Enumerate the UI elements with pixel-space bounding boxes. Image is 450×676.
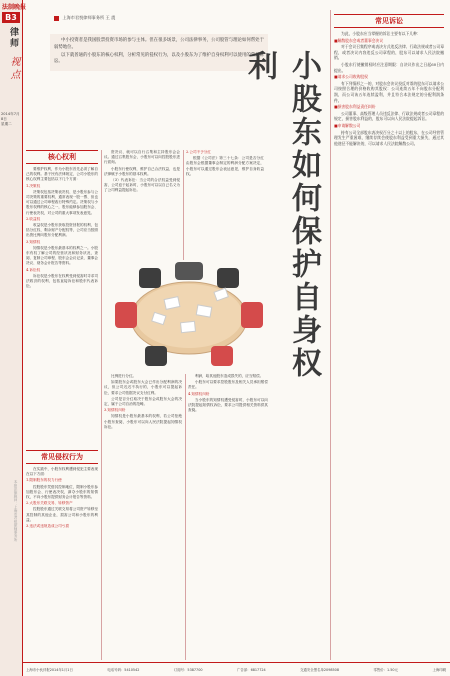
- newspaper-logo: 法制晚报: [2, 4, 27, 11]
- subheading: 1.限制股东的权力行使: [26, 478, 62, 483]
- round-table-illustration: [105, 262, 273, 370]
- paragraph: 决策权包括决策表决权、是小股东参与公司决策的重要权利，通常表现一股一票、但也可以通过公司章程改行特殊约定。决策权与小股东权利的核心之一，股东能够参加股东会、行使表决权，对公司的重大事项发表意见。: [26, 189, 98, 215]
- footer-item: 订阅号：5387700: [173, 668, 203, 672]
- section-body: [26, 167, 98, 289]
- paragraph: 小股东行使权利，维护自己合法权益，也是法律赋予小股东的基本权利。: [104, 166, 180, 176]
- issue-weekday: 星期二: [1, 122, 12, 126]
- subheading: 3.违法或违规造成公司亏损: [26, 524, 69, 529]
- sub-column: 视点: [8, 56, 19, 82]
- section-title: 常见侵权行为: [26, 450, 98, 464]
- subheading: 3.知情权: [26, 239, 41, 244]
- intro-paragraph: 中小投资者是我国股票投资市场的参与主体。但在很多场景，公司法律事务，公司股管与理论如何帮处于弱势地位。: [54, 38, 264, 50]
- headline: 小股东如何保护自身权利: [242, 50, 321, 380]
- section-infringement: [26, 450, 98, 530]
- middle-column-2: [186, 150, 264, 178]
- intro-paragraph: 以下就普通的小股东的核心权利，分析常见的侵权行为，以及小股东为了维护自身权利可以使用的常见诉讼。: [54, 52, 264, 65]
- section-body: [334, 31, 444, 146]
- lower-column-1: [104, 374, 182, 431]
- paragraph: 对于会议召集程序或表决方式违反法律、行政法规或者公司章程，或者决议内容违反公司章程的，股东可以请求人民法院撤销。: [334, 44, 444, 61]
- middle-column-1: [104, 150, 180, 195]
- illustration: [105, 262, 273, 370]
- section-core-rights: [26, 150, 98, 290]
- paragraph: 控股股东凭借其控制地位，限制小股东参加股东会、行使表决权，剥夺小股东的知情权，不向小股东提供财务会计报告等资料。: [26, 484, 98, 500]
- paragraph: 知情权是小股东最基本的权利之一。小股东有权了解公司的经营状况和财务状况，查阅、复制公司章程、股东会会议记录、董事会决议、财务会计报告等资料。: [26, 245, 98, 266]
- side-note: 本报法律顾问：上海市君悦律师事务所: [14, 480, 18, 542]
- subheading: ■请求公司收购股权: [334, 74, 368, 80]
- footer-item: 上海市小伙伴报2014年1月1日: [26, 668, 73, 672]
- column-name: 律师: [8, 27, 18, 49]
- subheading: ■解散股东会或者董事会决议: [334, 37, 384, 43]
- paragraph: 小股东可以要求控股股东及相关人员承担赔偿责任。: [188, 380, 268, 390]
- byline: [54, 15, 254, 21]
- footer-item: 电话号码：5410542: [107, 668, 140, 672]
- paragraph: 在实践中，小股东权利遭到侵犯主要表现在以下方面：: [26, 467, 98, 477]
- section-litigation: [334, 14, 444, 147]
- paragraph: 诉讼权是小股东在权利受到侵害时寻求司法救济的权利，包括直接诉讼和股东代表诉讼。: [26, 273, 98, 289]
- intro: [50, 34, 268, 71]
- subheading: 4.知情权纠纷: [188, 391, 210, 396]
- subheading: 4.诉讼权: [26, 267, 41, 272]
- page-number: B3: [2, 12, 20, 23]
- subheading: ■损害股东利益责任纠纷: [334, 104, 376, 110]
- paragraph: 公司是否分红取决于股东会或股东大会的决定，属于公司自治的范畴。: [104, 396, 182, 407]
- paragraph: 公司董事、高级管理人员违反法律、行政法规或者公司章程的规定，损害股东利益的，股东可以向人民法院提起诉讼。: [334, 110, 444, 122]
- section-title: 常见诉讼: [334, 14, 444, 28]
- paragraph: 收益权是小股东获取投资回报的权利，包括分红权、剩余财产分配权等，公司应当按照出资比例向股东分配利润。: [26, 223, 98, 238]
- issue-date: 2014年7月8日: [1, 112, 20, 121]
- byline-text: 上海市君悦律师事务所 王 震: [62, 15, 116, 20]
- footer-item: 广告部：6817724: [237, 668, 266, 672]
- lower-column-2: [188, 374, 268, 414]
- subheading: ■申请解散公司: [334, 122, 361, 128]
- subheading: 3.知情权纠纷: [104, 408, 126, 413]
- footer-item: 上海印刷: [432, 668, 446, 672]
- subheading: 1.决策权: [26, 183, 41, 188]
- paragraph: 知情权是小股东最基本的权利，若公司拒绝小股东查阅，小股东可以向人民法院提起知情权诉讼。: [104, 414, 182, 429]
- paragraph: 当小股东的知情权遭受侵害时，小股东可以向法院提起知情权诉讼，要求公司提供相关资料供其查阅。: [188, 397, 268, 413]
- section-title: 核心权利: [26, 150, 98, 164]
- section-body: [26, 467, 98, 529]
- paragraph: 控股股东通过关联交易将公司资产转移至其控制的其他企业，损害公司和小股东的利益。: [26, 507, 98, 522]
- footer-item: 交通安全黑名单2098508: [300, 668, 339, 672]
- subheading: 2.大股东关联交易、转移资产: [26, 501, 73, 506]
- paragraph: 持有公司全部股东表决权百分之十以上的股东，在公司经营管理发生严重困难，继续存续会使股东利益受到重大损失，通过其他途径不能解决的，可以请求人民法院解散公司。: [334, 129, 444, 146]
- paragraph: 要维护权利，作为小股东首先必须了解自己的权利。基于民有法律规定，公司小股东的核心权利主要包括以下几个方面：: [26, 167, 98, 182]
- paragraph: 根据《公司法》第三十七条：公司是否分红由股东会根据董事会制定的利润分配方案决定，小股东可以通过股东会表达意见，维护自身收益权。: [186, 156, 264, 176]
- subheading: 2.公司不予分红: [186, 150, 211, 154]
- pen-icon: [54, 16, 59, 21]
- left-strip: [0, 0, 23, 676]
- paragraph: （3）代表诉讼：当公司的合法权益受到侵害，公司怠于起诉时，小股东可以以自己名义为了公司利益提起诉讼。: [104, 178, 180, 193]
- footer-item: 零售价：1.50元: [373, 668, 398, 672]
- subheading: 2.收益权: [26, 216, 41, 221]
- paragraph: 资决议、就可以自行召集和主持股东会会议。通过召集股东会，小股东可以向控股股东进行质询。: [104, 150, 180, 165]
- paragraph: 为此，小股东应当掌握的诉讼主要有以下几种：: [341, 31, 421, 36]
- footer: [22, 662, 450, 676]
- paragraph: 小股东行使撤销权时应注意期限：自决议作出之日起60日内提出。: [334, 61, 444, 73]
- paragraph: 有下列情形之一的，对股东会决议投反对票的股东可以请求公司按照合理的价格收购其股权：公司连续五年不向股东分配利润，而公司该五年连续盈利，并且符合本法规定的分配利润条件。: [334, 80, 444, 103]
- paragraph: 如果股东会或股东大会已作出分配利润的决议，但公司迟迟不执行的，小股东可以提起诉讼，要求公司依据决议支付红利。: [104, 380, 182, 395]
- paragraph: 比例进行分红。: [111, 374, 137, 378]
- paragraph: 利润，给其他股东造成损失的，应当赔偿。: [195, 374, 264, 378]
